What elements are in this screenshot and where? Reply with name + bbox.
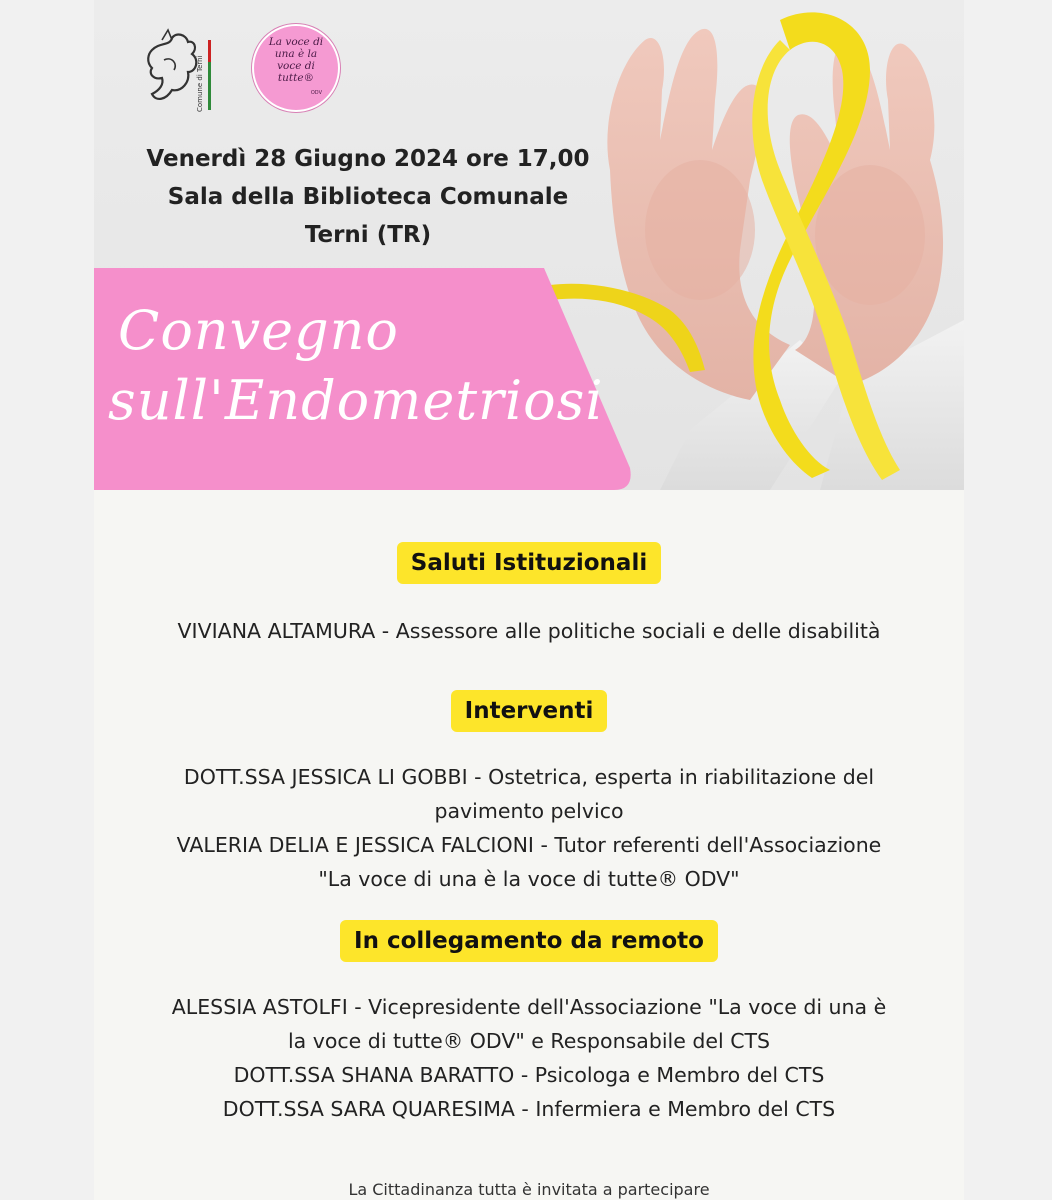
- section-remoto-body: [94, 990, 964, 1126]
- section-interventi-heading: [94, 690, 964, 732]
- title-line-1: Convegno: [118, 299, 399, 362]
- association-logo: [252, 24, 340, 112]
- section-remoto-heading: [94, 920, 964, 962]
- comune-terni-logo: [142, 20, 222, 115]
- association-logo-text: La voce di una è la voce di tutte®: [268, 36, 324, 84]
- section-badge: In collegamento da remoto: [340, 920, 718, 962]
- speaker-line: DOTT.SSA SHANA BARATTO - Psicologa e Membro del CTS: [233, 1063, 825, 1087]
- event-city: Terni (TR): [304, 222, 432, 248]
- speaker-line: ALESSIA ASTOLFI - Vicepresidente dell'Associazione "La voce di una è: [171, 995, 887, 1019]
- section-badge: Saluti Istituzionali: [397, 542, 661, 584]
- speaker-line: la voce di tutte® ODV" e Responsabile del CTS: [287, 1029, 771, 1053]
- speaker-line: DOTT.SSA JESSICA LI GOBBI - Ostetrica, esperta in riabilitazione del: [183, 765, 875, 789]
- speaker-line: VALERIA DELIA E JESSICA FALCIONI - Tutor referenti dell'Associazione: [176, 833, 882, 857]
- speaker-line: "La voce di una è la voce di tutte® ODV": [318, 867, 740, 891]
- title-line-2: sull'Endometriosi: [108, 369, 604, 432]
- event-venue: Sala della Biblioteca Comunale: [167, 184, 569, 210]
- event-title: [108, 296, 628, 436]
- poster: [94, 0, 964, 1200]
- comune-label: Comune di Terni: [196, 55, 204, 112]
- section-saluti-heading: [94, 542, 964, 584]
- header-panel: [94, 0, 964, 490]
- section-saluti-body: [94, 614, 964, 648]
- speaker-line: DOTT.SSA SARA QUARESIMA - Infermiera e Membro del CTS: [222, 1097, 836, 1121]
- footer-invitation: La Cittadinanza tutta è invitata a partecipare: [348, 1180, 710, 1199]
- speaker-line: pavimento pelvico: [434, 799, 624, 823]
- section-badge: Interventi: [451, 690, 608, 732]
- event-info: [118, 140, 618, 254]
- association-logo-suffix: ODV: [310, 90, 322, 96]
- event-date: Venerdì 28 Giugno 2024 ore 17,00: [146, 146, 590, 172]
- speaker-line: VIVIANA ALTAMURA - Assessore alle politiche sociali e delle disabilità: [177, 619, 881, 643]
- section-interventi-body: [94, 760, 964, 896]
